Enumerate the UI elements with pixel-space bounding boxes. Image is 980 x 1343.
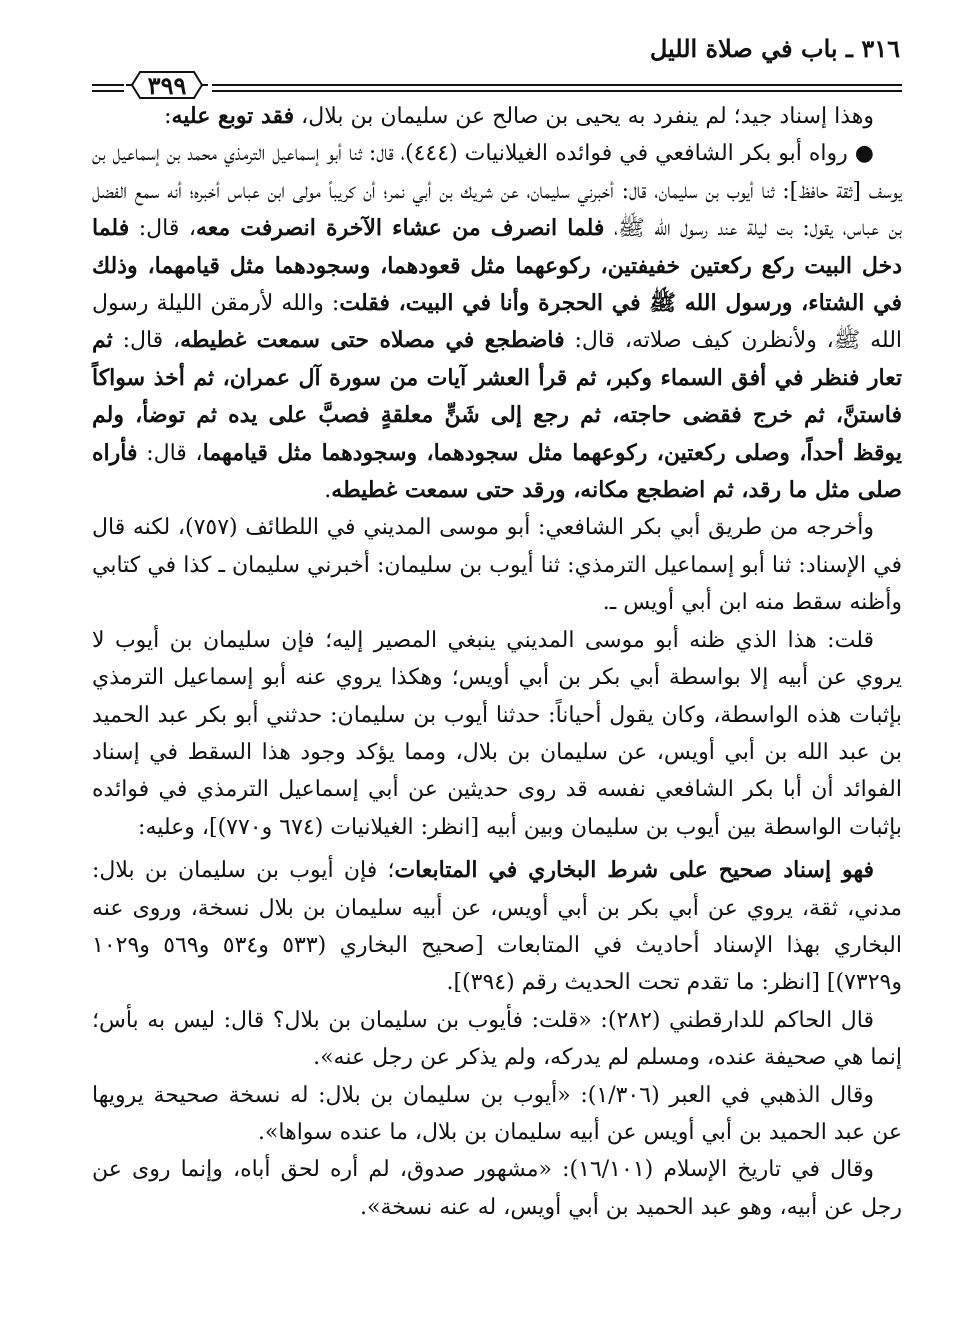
text-segment: : والله لأرمقن الليلة رسول الله ﷺ، ولأنظرن كيف صلاته، قال: — [92, 291, 903, 354]
page-body — [92, 98, 902, 1226]
text-segment: وقال في تاريخ الإسلام (١٦/١٠١): «مشهور صدوق، لم أره لحق أباه، وإنما روى عن رجل عن أبيه، وهو عبد الحميد بن أبي أويس، له عنه نسخة». — [92, 1157, 902, 1220]
paragraph — [92, 852, 902, 1002]
text-segment: ، قال: — [137, 440, 203, 466]
bold-text-segment: فأراه صلى مثل ما رقد، ثم اضطجع مكانه، ورقد حتى سمعت غطيطه — [92, 439, 902, 504]
text-segment: ، قال: — [129, 216, 196, 242]
text-segment: . — [324, 478, 332, 504]
bold-text-segment: فاضطجع في مصلاه حتى سمعت غطيطه — [180, 327, 565, 354]
paragraph — [92, 1002, 902, 1077]
bold-text-segment: فقد توبع عليه — [171, 103, 295, 129]
bold-text-segment: فهو إسناد صحيح على شرط البخاري في المتابعات — [394, 857, 874, 884]
page-header — [92, 26, 902, 100]
paragraph — [92, 509, 902, 621]
text-segment: ؛ فإن أيوب بن سليمان بن بلال: مدني، ثقة، يروي عن أبي بكر بن أبي أويس، عن أبيه سليمان بن بلال نسخة، وروى عنه البخاري بهذا الإسناد أحاديث في المتابعات [صحيح البخاري (٥٣٣ و٥٣٤ و٥٦٩ و١٠٢٩ و٧٣٢٩)] [انظر: ما تقدم تحت الحديث رقم (٣٩٤)]. — [92, 858, 902, 996]
text-segment: : — [164, 104, 172, 129]
bold-text-segment: ثم تعار فنظر في أفق السماء وكبر، ثم قرأ العشر آيات من سورة آل عمران، ثم أخذ سواكاً فاستنَّ، ثم خرج فقضى حاجته، ثم رجع إلى شَنٍّ معلقةٍ فصبَّ على يده ثم توضأ، ولم يوقظ أحداً، وصلى ركعتين، ركوعهما مثل سجودهما، وسجودهما مثل قيامهما — [92, 327, 902, 466]
header-rule-short — [92, 84, 124, 92]
paragraph — [92, 1077, 902, 1152]
text-segment: وقال الذهبي في العبر (١/٣٠٦): «أيوب بن سليمان بن بلال: له نسخة صحيحة يرويها عن عبد الحميد بن أبي أويس عن أبيه سليمان بن بلال، ما عنده سواها». — [92, 1082, 902, 1145]
running-title: ٣١٦ ـ باب في صلاة الليل — [649, 34, 900, 63]
text-segment: وهذا إسناد جيد؛ لم ينفرد به يحيى بن صالح عن سليمان بن بلال، — [294, 104, 874, 129]
page-number: ٣٩٩ — [147, 70, 187, 100]
text-segment: قال الحاكم للدارقطني (٢٨٢): «قلت: فأيوب بن سليمان بن بلال؟ قال: ليس به بأس؛ إنما هي صحيفة عنده، ومسلم لم يدركه، ولم يذكر عن رجل عنه». — [92, 1007, 902, 1071]
text-segment: وأخرجه من طريق أبي بكر الشافعي: أبو موسى المديني في اللطائف (٧٥٧)، لكنه قال في الإسناد: ثنا أبو إسماعيل الترمذي: ثنا أيوب بن سليمان: أخبرني سليمان ـ كذا في كتابي وأظنه سقط منه ابن أبي أويس ـ. — [92, 515, 902, 616]
text-segment: ● رواه أبو بكر الشافعي في فوائده الغيلانيات (٤٤٤)، قال: ثنا أبو إسماعيل الترمذي محمد بن إسماعيل بن يوسف [ثقة حافظ]: ثنا أيوب بن سليمان، قال: أخبرني سليمان، عن شريك بن أبي نمر؛ أن كريباً مولى ابن عباس أخبره؛ أنه سمع الفضل بن عباس، يقول: بت ليلة عند رسول الله ﷺ، — [92, 141, 902, 242]
header-rule — [212, 84, 902, 92]
text-segment: ، قال: — [112, 328, 181, 354]
paragraph — [92, 135, 902, 509]
bold-text-segment: فلما دخل البيت ركع ركعتين خفيفتين، ركوعهما مثل قعودهما، وسجودهما مثل قيامهما، وذلك في الشتاء، ورسول الله ﷺ في الحجرة وأنا في البيت، فقلت — [92, 215, 902, 317]
page-number-badge — [124, 66, 210, 104]
paragraph — [92, 98, 902, 135]
paragraph — [92, 1151, 902, 1226]
text-segment: قلت: هذا الذي ظنه أبو موسى المديني ينبغي المصير إليه؛ فإن سليمان بن أيوب لا يروي عن أبيه إلا بواسطة أبي بكر بن أبي أويس؛ وهكذا يروي عنه أبو إسماعيل الترمذي بإثبات هذه الواسطة، وكان يقول أحياناً: حدثنا أيوب بن سليمان: حدثني أبو بكر عبد الحميد بن عبد الله بن أبي أويس، عن سليمان بن بلال، ومما يؤكد وجود هذا السقط في إسناد الفوائد أن أبا بكر الشافعي نفسه قد روى حديثين عن أبي إسماعيل الترمذي في فوائده بإثبات الواسطة بين أيوب بن سليمان وبين أبيه [انظر: الغيلانيات (٦٧٤ و٧٧٠)]، وعليه: — [92, 627, 902, 840]
paragraph — [92, 622, 902, 846]
bold-text-segment: فلما انصرف من عشاء الآخرة انصرفت معه — [195, 215, 605, 242]
